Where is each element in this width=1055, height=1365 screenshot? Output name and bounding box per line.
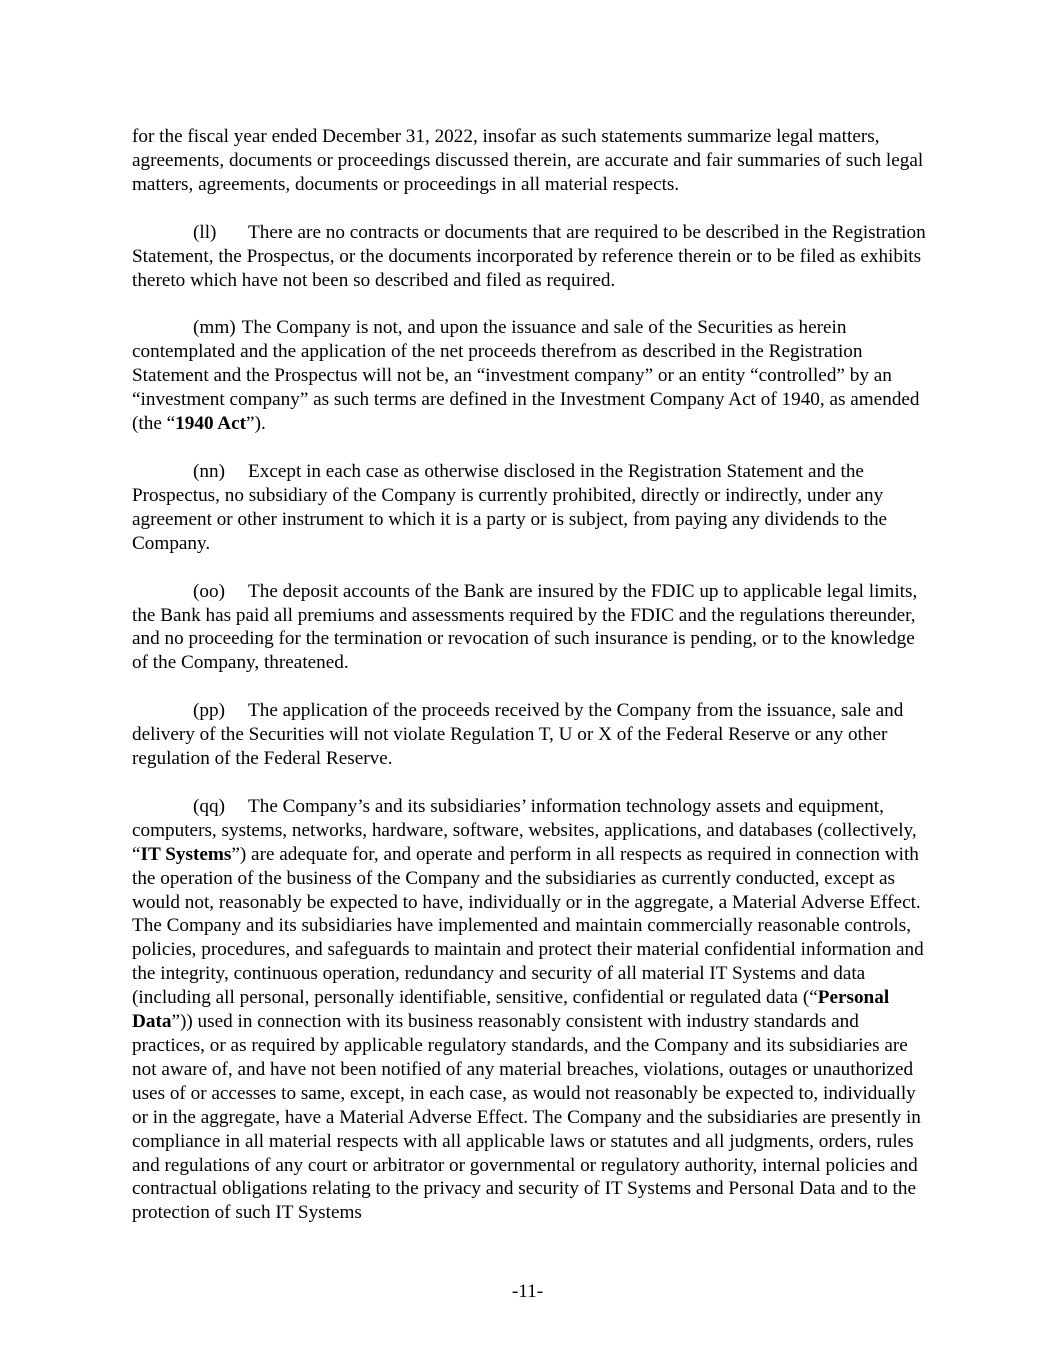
section-text: The Company is not, and upon the issuance and sale of the Securities as herein contemplated and the application of the net proceeds therefrom as described in the Registration Statement and the Prospectus will not be, an “investment company” or an entity “controlled” by an “investment company” as such terms are defined in the Investment Company Act of 1940, as amended (the “ xyxy=(132,317,920,435)
defined-term: Personal Data xyxy=(132,987,890,1033)
section-qq xyxy=(132,795,932,1225)
section-label: (ll) xyxy=(193,221,217,243)
section-oo xyxy=(132,580,932,676)
section-text: The Company’s and its subsidiaries’ information technology assets and equipment, computers, systems, networks, hardware, software, websites, applications, and databases (collectively, “ xyxy=(132,795,917,865)
section-label: (pp) xyxy=(193,700,225,722)
section-text: ”)) used in connection with its business reasonably consistent with industry standards and practices, or as required by applicable regulatory standards, and the Company and its subsidiaries are not aware of, and have not been notified of any material breaches, violations, outages or unauthorized uses of or accesses to same, except, in each case, as would not reasonably be expected to, individually or in the aggregate, have a Material Adverse Effect. The Company and the subsidiaries are presently in compliance in all material respects with all applicable laws or statutes and all judgments, orders, rules and regulations of any court or arbitrator or governmental or regulatory authority, internal policies and contractual obligations relating to the privacy and security of IT Systems and Personal Data and to the protection of such IT Systems xyxy=(132,1011,921,1224)
section-pp xyxy=(132,699,932,771)
section-text: The application of the proceeds received by the Company from the issuance, sale and delivery of the Securities will not violate Regulation T, U or X of the Federal Reserve or any other regulation of the Federal Reserve. xyxy=(132,700,904,770)
section-text: Except in each case as otherwise disclosed in the Registration Statement and the Prospectus, no subsidiary of the Company is currently prohibited, directly or indirectly, under any agreement or other instrument to which it is a party or is subject, from paying any dividends to the Company. xyxy=(132,460,888,554)
section-nn xyxy=(132,460,932,556)
section-mm xyxy=(132,316,932,436)
section-text: The deposit accounts of the Bank are insured by the FDIC up to applicable legal limits, the Bank has paid all premiums and assessments required by the FDIC and the regulations thereunder, and no proceeding for the termination or revocation of such insurance is pending, or to the knowledge of the Company, threatened. xyxy=(132,580,918,674)
section-label: (nn) xyxy=(193,460,225,482)
document-body xyxy=(132,125,932,1249)
section-label: (oo) xyxy=(193,580,225,602)
defined-term: 1940 Act xyxy=(175,413,247,435)
section-text: There are no contracts or documents that are required to be described in the Registration Statement, the Prospectus, or the documents incorporated by reference therein or to be filed as exhibits thereto which have not been so described and filed as required. xyxy=(132,221,926,291)
section-text: ”). xyxy=(246,413,266,435)
section-label: (mm) xyxy=(193,317,236,339)
continuation-paragraph: for the fiscal year ended December 31, 2022, insofar as such statements summarize legal matters, agreements, documents or proceedings discussed therein, are accurate and fair summaries of such legal matters, agreements, documents or proceedings in all material respects. xyxy=(132,126,924,195)
defined-term: IT Systems xyxy=(140,843,232,865)
section-label: (qq) xyxy=(193,795,225,817)
page-number: -11- xyxy=(511,1281,544,1302)
section-ll xyxy=(132,221,932,293)
section-text: ”) are adequate for, and operate and perform in all respects as required in connection with the operation of the business of the Company and the subsidiaries as currently conducted, except as would not, reasonably be expected to have, individually or in the aggregate, a Material Adverse Effect. The Company and its subsidiaries have implemented and maintain commercially reasonable controls, policies, procedures, and safeguards to maintain and protect their material confidential information and the integrity, continuous operation, redundancy and security of all material IT Systems and data (including all personal, personally identifiable, sensitive, confidential or regulated data (“ xyxy=(132,843,924,1009)
